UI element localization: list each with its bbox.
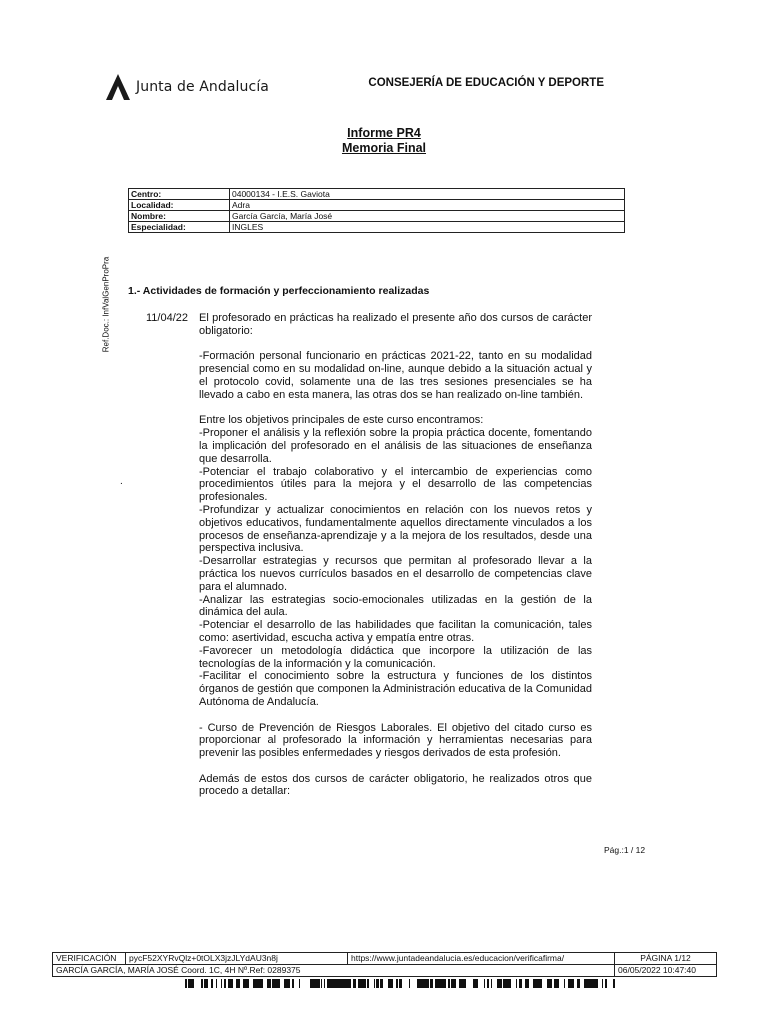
info-label: Especialidad: (129, 222, 230, 233)
margin-dot: . (120, 476, 123, 487)
verification-code: pycF52XYRvQlz+0tOLX3jzJLYdAU3n8j (126, 953, 348, 965)
info-row-localidad (129, 200, 625, 211)
junta-logo-icon (106, 74, 130, 100)
paragraph: -Formación personal funcionario en prácticas 2021-22, tanto en su modalidad presencial como en su modalidad on-line, aunque debido a la situación actual y el protocolo covid, solamente una de las tres sesiones presenciales se ha llevado a cabo en esta manera, las otras dos se han realizado on-line también. (199, 350, 592, 401)
info-row-centro (129, 189, 625, 200)
timestamp: 06/05/2022 10:47:40 (615, 965, 717, 977)
info-value: INGLES (230, 222, 625, 233)
logo-text: Junta de Andalucía (136, 79, 269, 95)
info-row-nombre (129, 211, 625, 222)
paragraph: - Curso de Prevención de Riesgos Laborales. El objetivo del citado curso es proporcionar al profesorado la información y herramientas necesarias para prevenir las posibles enfermedades y riesgos derivados de esta profesión. (199, 721, 592, 760)
barcode-icon (185, 979, 615, 988)
side-reference: Ref.Doc.: InfValGenProPra (101, 256, 111, 353)
info-row-especialidad (129, 222, 625, 233)
body-text (199, 312, 592, 811)
report-subtitle: Memoria Final (341, 141, 427, 155)
junta-logo (106, 74, 269, 100)
report-title: Informe PR4 (347, 126, 421, 140)
info-label: Localidad: (129, 200, 230, 211)
info-label: Centro: (129, 189, 230, 200)
page-number: Pág.:1 / 12 (604, 845, 646, 855)
verification-label: VERIFICACIÓN (53, 953, 126, 965)
info-value: 04000134 - I.E.S. Gaviota (230, 189, 625, 200)
verification-footer (52, 952, 717, 977)
page-label: PÁGINA 1/12 (615, 953, 717, 965)
section-heading: 1.- Actividades de formación y perfeccionamiento realizadas (128, 285, 430, 297)
entry-date: 11/04/22 (146, 312, 189, 324)
info-label: Nombre: (129, 211, 230, 222)
signer: GARCÍA GARCÍA, MARÍA JOSÉ Coord. 1C, 4H Nº.Ref: 0289375 (53, 965, 615, 977)
info-value: Adra (230, 200, 625, 211)
paragraph: El profesorado en prácticas ha realizado el presente año dos cursos de carácter obligatorio: (199, 312, 592, 337)
paragraph: Entre los objetivos principales de este curso encontramos: -Proponer el análisis y la reflexión sobre la propia práctica docente, fomentando la implicación del profesorado en el análisis de las situaciones de enseñanza que desarrolla. -Potenciar el trabajo colaborativo y el intercambio de experiencias como procedimientos útiles para la mejora y el desarrollo de las competencias profesionales. -Profundizar y actualizar conocimientos en relación con los nuevos retos y objetivos educativos, fundamentalmente aquellos directamente vinculados a los procesos de enseñanza-aprendizaje y a la mejora de los resultados, desde una perspectiva inclusiva. -Desarrollar estrategias y recursos que permitan al profesorado llevar a la práctica los nuevos currículos basados en el desarrollo de competencias clave para el alumnado. -Analizar las estrategias socio-emocionales utilizadas en la gestión de la dinámica del aula. -Potenciar el desarrollo de las habilidades que facilitan la comunicación, tales como: asertividad, escucha activa y empatía entre otras. -Favorecer un metodología didáctica que incorpore la utilización de las tecnologías de la información y la comunicación. -Facilitar el conocimiento sobre la estructura y funciones de los distintos órganos de gestión que componen la Administración educativa de la Comunidad Autónoma de Andalucía. (199, 414, 592, 708)
info-value: García García, María José (230, 211, 625, 222)
paragraph: Además de estos dos cursos de carácter obligatorio, he realizados otros que procedo a detallar: (199, 772, 592, 798)
department-heading: CONSEJERÍA DE EDUCACIÓN Y DEPORTE (368, 77, 604, 89)
verification-url[interactable]: https://www.juntadeandalucia.es/educacion/verificafirma/ (348, 953, 615, 965)
info-table (128, 188, 625, 233)
